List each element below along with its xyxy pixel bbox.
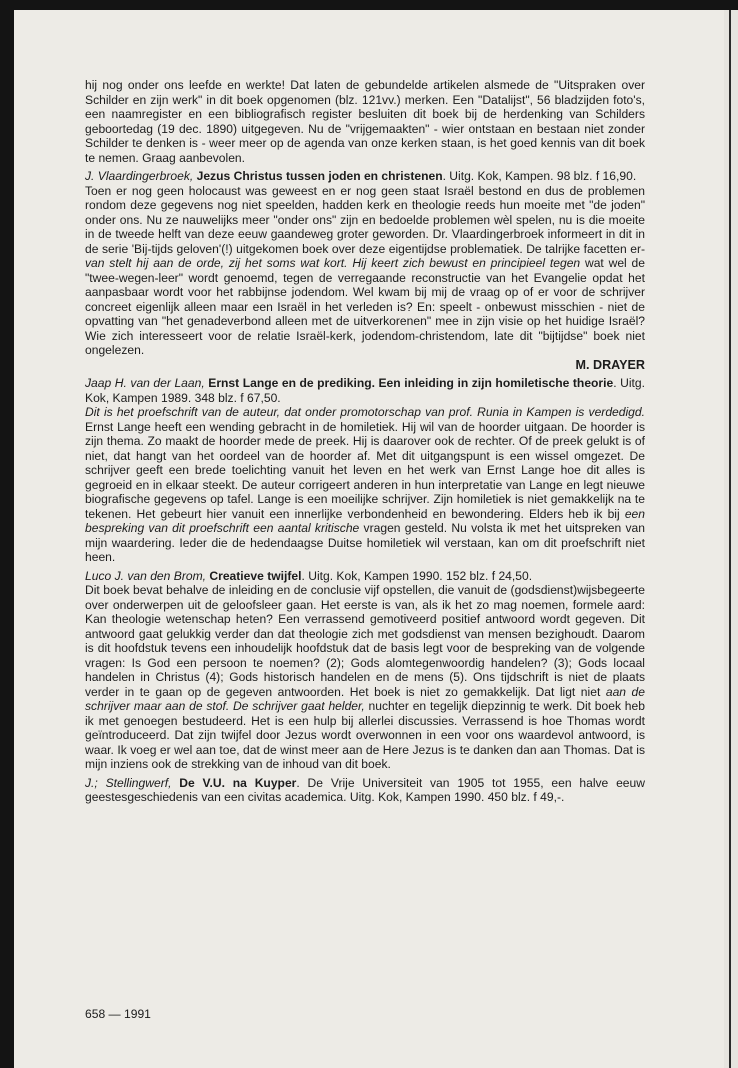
review-text-italic: een bespreking van dit proefschrift een aantal kritische bbox=[85, 506, 645, 535]
review-author: J.; Stellingwerf, bbox=[85, 775, 172, 790]
page-number: 658 — 1991 bbox=[85, 1007, 151, 1021]
review-text: Ernst Lange heeft een wending gebracht in de homiletiek. Hij wil van de hoorder uitgaan. De hoorder is zijn thema. Zo maakt de hoorder mede de preek. Hij is daarover ook de rechter. Of de preek gelukt is of niet, dat hangt van het oordeel van de hoorder af. Met dit uitgangspunt is een wissel omgezet. De schrijver geeft een brede toelichting vanuit het leven en het werk van Ernst Lange hoe dit alles is gegroeid en in elkaar steekt. De auteur corrigeert anderen in hun interpretatie van Lange en legt nieuwe biografische gegevens op tafel. Lange is een moeilijke schrijver. Zijn homiletiek is niet gemakkelijk na te tekenen. Het gebeurt hier vanuit een innerlijke verbondenheid en bewondering. Elders heb ik bij bbox=[85, 419, 645, 521]
review-body-vlaardingerbroek bbox=[85, 184, 645, 358]
review-book-title: De V.U. na Kuyper bbox=[179, 775, 297, 790]
review-heading-stellingwerf bbox=[85, 776, 645, 805]
review-heading-vlaardingerbroek bbox=[85, 169, 645, 184]
review-text: wat wel de "twee-wegen-leer" wordt genoemd, tegen de verregaande reconstructie van het Evangelie opdat het aanpasbaar wordt voor het rabbijnse jodendom. Wel kwam bij mij de vraag op of er voor de schrijver concreet eigenlijk alleen maar een Israël in het verleden is? En: speelt - onbewust misschien - niet de opvatting van "het genadeverbond alleen met de uitverkorenen" mee in zijn visie op het huidige Israël? Wie zich interesseert voor de relatie Israël-kerk, jodendom-christendom, late dit "bijtijdse" boek niet ongelezen. bbox=[85, 256, 646, 357]
binding-line bbox=[729, 10, 731, 1068]
review-heading-van-der-laan bbox=[85, 376, 645, 405]
review-publication-info: . Uitg. Kok, Kampen. 98 blz. f 16,90. bbox=[442, 169, 637, 183]
review-body-van-der-laan bbox=[85, 405, 645, 565]
review-publication-info: . Uitg. Kok, Kampen 1989. 348 blz. f 67,50. bbox=[85, 376, 645, 405]
review-body-van-den-brom bbox=[85, 583, 645, 772]
text-column bbox=[85, 78, 645, 805]
review-book-title: Ernst Lange en de prediking. Een inleiding in zijn homiletische theorie bbox=[208, 376, 614, 390]
review-author: Jaap H. van der Laan, bbox=[85, 376, 205, 390]
review-text: nuchter en tegelijk diepzinnig te werk. Dit boek heb ik met genoegen bestudeerd. Het is een hulp bij allerlei discussies. Verrassend is hoe Thomas wordt geïntroduceerd. Dat zijn twijfel door Jezus wordt overwonnen in een voor ons waardevol antwoord, is waar. Ik voeg er wel aan toe, dat de winst meer aan de Here Jezus is te danken dan aan Thomas. Dat is mijn inziens ook de strekking van de inhoud van dit boek. bbox=[85, 699, 645, 771]
intro-paragraph: hij nog onder ons leefde en werkte! Dat laten de gebundelde artikelen alsmede de "Uitspraken over Schilder en zijn werk" in dit boek opgenomen (blz. 121vv.) merken. Een "Datalijst", 56 bladzijden foto's, een naamregister en een bibliografisch register besluiten dit boek bij de herdenking van Schilders geboortedag (19 dec. 1890) uitgegeven. Nu de "vrijgemaakten" - wier ontstaan en bestaan niet zonder Schilder te denken is - weer meer op de agenda van onze kerken staan, is het goed kennis van dit boek te nemen. Graag aanbevolen. bbox=[85, 78, 645, 165]
review-book-title: Jezus Christus tussen joden en christenen bbox=[196, 169, 443, 183]
review-text-italic: aan de schrijver maar aan de stof. De schrijver gaat helder, bbox=[85, 684, 645, 713]
review-text: Toen er nog geen holocaust was geweest en er nog geen staat Israël bestond en dus de problemen rondom deze gegevens nog niet speelden, hadden kerk en theologie reeds hun moeite met "de joden" onder ons. Nu ze nauwelijks meer "onder ons" zijn en bedoelde problemen wèl spelen, nu is die moeite in de tweede helft van deze eeuw gaandeweg groter geworden. Dr. Vlaardingerbroek informeert in dit in de serie 'Bij-tijds geloven'(!) uitgekomen boek over deze eigentijdse problematiek. De talrijke facetten er- bbox=[85, 183, 645, 256]
review-publication-info: . Uitg. Kok, Kampen 1990. 152 blz. f 24,50. bbox=[301, 568, 533, 583]
review-text-italic: van stelt hij aan de orde, zij het soms wat kort. Hij keert zich bewust en principieel tegen bbox=[85, 256, 581, 270]
page-edge bbox=[724, 10, 738, 1068]
review-publication-info: . De Vrije Universiteit van 1905 tot 1955, een halve eeuw geestesgeschiedenis van een civitas academica. Uitg. Kok, Kampen 1990. 450 blz. f 49,-. bbox=[85, 775, 645, 804]
reviewer-signature: M. DRAYER bbox=[575, 357, 645, 372]
review-text: Dit boek bevat behalve de inleiding en de conclusie vijf opstellen, die vanuit de (godsdienst)wijsbegeerte over onderwerpen uit de geloofsleer gaan. Het eerste is van, als ik het zo mag noemen, formele aard: Kan theologie wetenschap heten? Een verrassend gemotiveerd positief antwoord wordt gegeven. Dit antwoord gaat gelukkig verder dan dat theologie zich met godsdienst van mensen bezighoudt. Daarom is dit hoofdstuk tevens een inhoudelijk hoofdstuk dat de basis legt voor de bespreking van de volgende vragen: Is God een persoon te noemen? (2); Gods alomtegenwoordig handelen? (3); Gods locaal handelen in Christus (4); Gods historisch handelen en de mens (5). Ons tijdschrift is niet de plaats verder in te gaan op de gegeven antwoorden. Het boek is niet zo gemakkelijk. Dat ligt niet bbox=[85, 583, 645, 699]
review-author: Luco J. van den Brom, bbox=[85, 568, 207, 583]
review-text-italic: Dit is het proefschrift van de auteur, dat onder promotorschap van prof. Runia in Kampen is verdedigd. bbox=[85, 405, 645, 419]
review-text: vragen gesteld. Nu volsta ik met het uitspreken van mijn waardering. Ieder die de hedendaagse Duitse homiletiek wil verstaan, kan om dit proefschrift niet heen. bbox=[85, 521, 645, 564]
review-book-title: Creatieve twijfel bbox=[209, 568, 302, 583]
review-heading-van-den-brom bbox=[85, 569, 645, 584]
review-author: J. Vlaardingerbroek, bbox=[85, 169, 194, 183]
